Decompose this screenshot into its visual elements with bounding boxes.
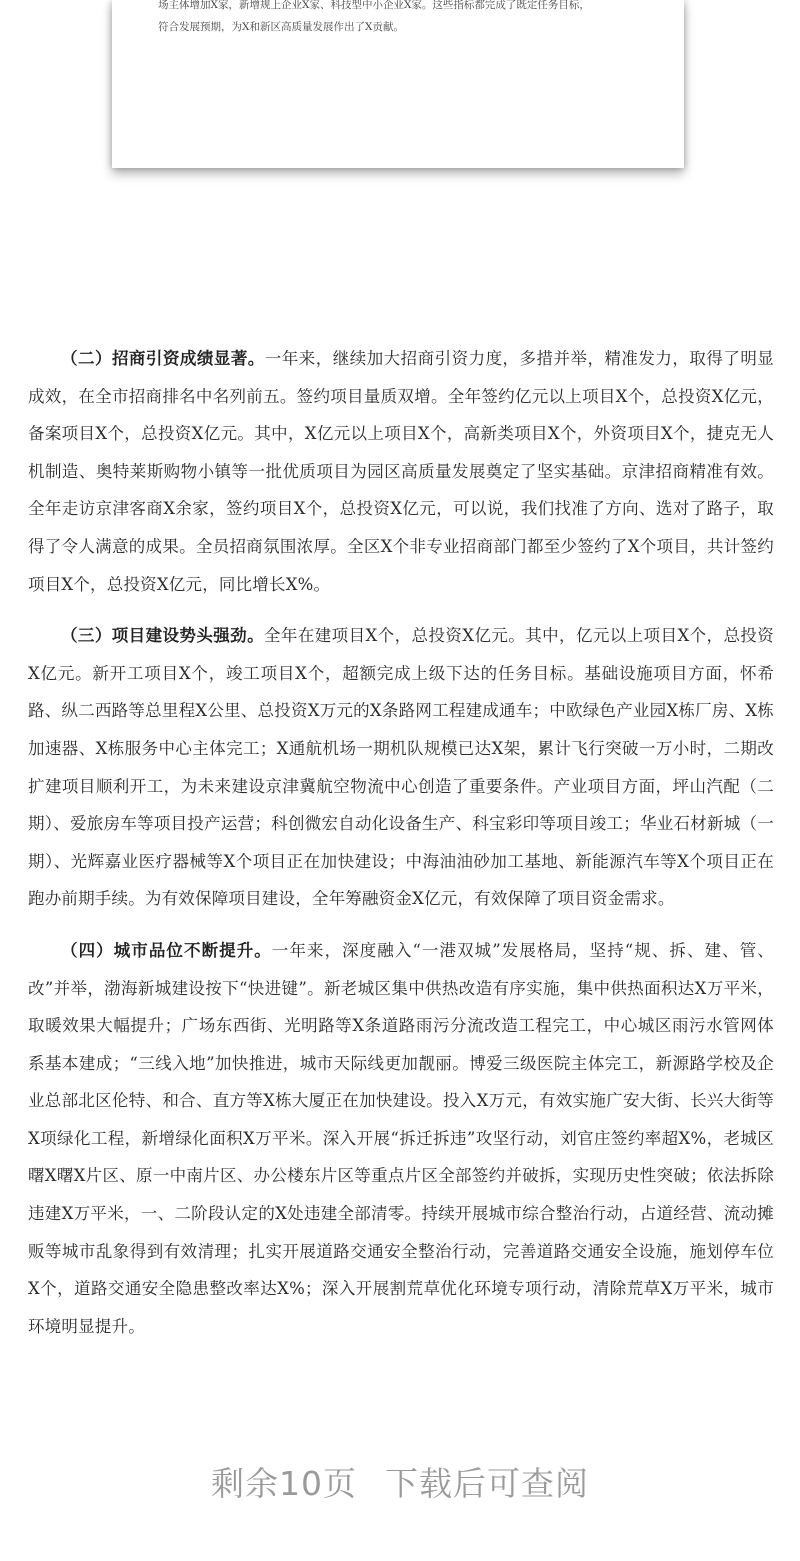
section-heading: （三）项目建设势头强劲。: [61, 626, 265, 646]
section-heading: （四）城市品位不断提升。: [61, 940, 272, 960]
section-heading: （二）招商引资成绩显著。: [61, 349, 265, 368]
section-investment: [28, 340, 774, 603]
preview-line-2: 符合发展预期，为X和新区高质量发展作出了X贡献。: [158, 21, 404, 33]
section-city: [28, 932, 774, 1346]
download-prompt[interactable]: [0, 1458, 800, 1505]
section-body: 一年来，继续加大招商引资力度，多措并举，精准发力，取得了明显成效，在全市招商排名中名列前五。签约项目量质双增。全年签约亿元以上项目X个，总投资X亿元，备案项目X个，总投资X亿元。其中，X亿元以上项目X个，高新类项目X个，外资项目X个，捷克无人机制造、奥特莱斯购物小镇等一批优质项目为园区高质量发展奠定了坚实基础。京津招商精准有效。全年走访京津客商X余家，签约项目X个，总投资X亿元，可以说，我们找准了方向、选对了路子，取得了令人满意的成果。全员招商氛围浓厚。全区X个非专业招商部门都至少签约了X个项目，共计签约项目X个，总投资X亿元，同比增长X%。: [28, 349, 774, 594]
document-body: [28, 340, 774, 1359]
section-body: 全年在建项目X个，总投资X亿元。其中，亿元以上项目X个，总投资X亿元。新开工项目X个，竣工项目X个，超额完成上级下达的任务目标。基础设施项目方面，怀希路、纵二西路等总里程X公里、总投资X万元的X条路网工程建成通车；中欧绿色产业园X栋厂房、X栋加速器、X栋服务中心主体完工；X通航机场一期机队规模已达X架，累计飞行突破一万小时，二期改扩建项目顺利开工，为未来建设京津冀航空物流中心创造了重要条件。产业项目方面，坪山汽配（二期）、爱旅房车等项目投产运营；科创微宏自动化设备生产、科宝彩印等项目竣工；华业石材新城（一期）、光辉嘉业医疗器械等X个项目正在加快建设；中海油油砂加工基地、新能源汽车等X个项目正在跑办前期手续。为有效保障项目建设，全年筹融资金X亿元，有效保障了项目资金需求。: [28, 626, 774, 909]
section-projects: [28, 617, 774, 918]
preview-card-text: [158, 0, 648, 38]
preview-page-card: [112, 0, 684, 168]
remaining-pages-label: 剩余10页: [211, 1464, 357, 1503]
download-to-view-label: 下载后可查阅: [385, 1464, 589, 1503]
section-body: 一年来，深度融入“一港双城”发展格局，坚持“规、拆、建、管、改”并举，渤海新城建设按下“快进键”。新老城区集中供热改造有序实施，集中供热面积达X万平米，取暖效果大幅提升；广场东西街、光明路等X条道路雨污分流改造工程完工，中心城区雨污水管网体系基本建成；“三线入地”加快推进，城市天际线更加靓丽。博爱三级医院主体完工，新源路学校及企业总部北区伦特、和合、直方等X栋大厦正在加快建设。投入X万元，有效实施广安大街、长兴大街等X项绿化工程，新增绿化面积X万平米。深入开展“拆迁拆违”攻坚行动，刘官庄签约率超X%，老城区曙X曙X片区、原一中南片区、办公楼东片区等重点片区全部签约并破拆，实现历史性突破；依法拆除违建X万平米，一、二阶段认定的X处违建全部清零。持续开展城市综合整治行动，占道经营、流动摊贩等城市乱象得到有效清理；扎实开展道路交通安全整治行动，完善道路交通安全设施，施划停车位X个，道路交通安全隐患整改率达X%；深入开展割荒草优化环境专项行动，清除荒草X万平米，城市环境明显提升。: [28, 940, 774, 1336]
preview-line-1: 场主体增加X家，新增规上企业X家、科技型中小企业X家。这些指标都完成了既定任务目标，: [158, 0, 590, 11]
